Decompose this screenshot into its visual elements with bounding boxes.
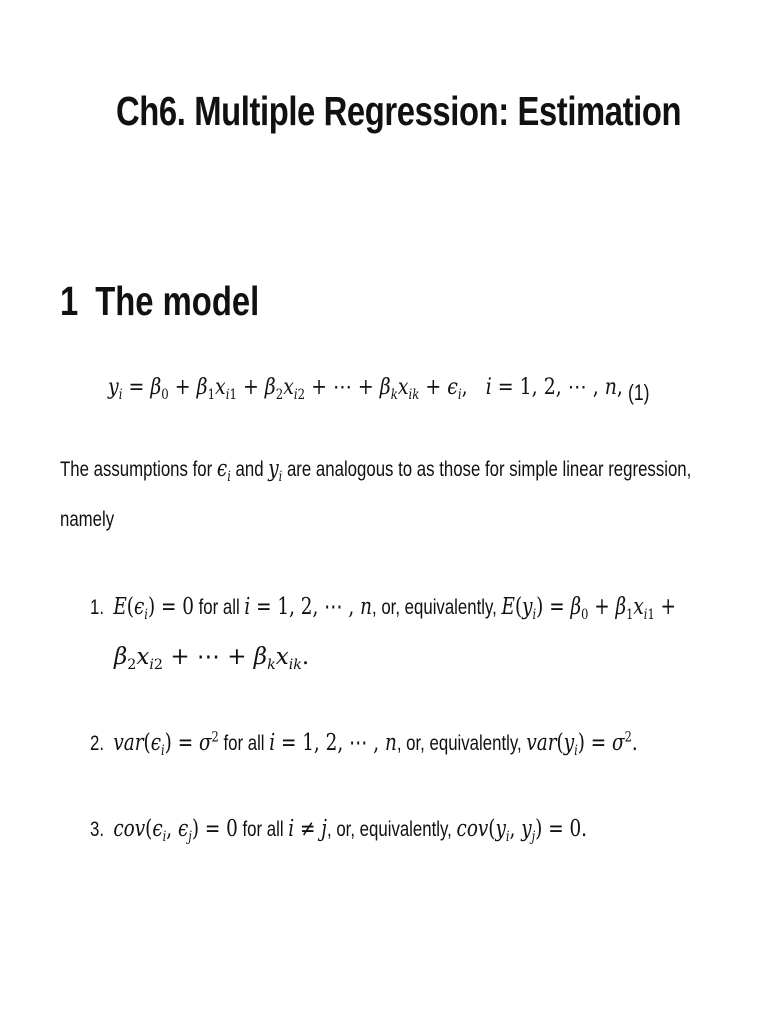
intro-paragraph-line2 bbox=[60, 508, 128, 532]
list-text: for all bbox=[223, 732, 265, 755]
intro-text-2: and bbox=[235, 458, 264, 481]
list-item: 2. $var(\epsilon_i) = \sigma^2$ for all i = 1, 2, ⋯ , n, or, equivalently, $var(y_i) = \sigma^2$. bbox=[90, 729, 638, 759]
list-text: , or, equivalently, bbox=[396, 732, 522, 755]
section-number: 1 bbox=[60, 278, 79, 324]
title-text: Ch6. Multiple Regression: Estimation bbox=[116, 88, 682, 134]
list-text: , or, equivalently, bbox=[327, 818, 452, 841]
page-title bbox=[116, 88, 768, 135]
equation-number: (1) bbox=[628, 380, 650, 405]
list-text: , or, equivalently, bbox=[371, 596, 497, 619]
epsilon-symbol: $\epsilon_i$ bbox=[216, 456, 231, 485]
list-text: for all bbox=[242, 818, 284, 841]
intro-text-3: are analogous to as those for simple linear regression, bbox=[286, 458, 692, 481]
list-marker: 3. bbox=[90, 818, 105, 841]
list-item-continuation: $\beta_2x_{i2}$ + ⋯ + $\beta_kx_{ik}$. bbox=[114, 644, 310, 673]
list-marker: 2. bbox=[90, 732, 105, 755]
intro-text-4: namely bbox=[60, 508, 115, 531]
list-marker: 1. bbox=[90, 596, 105, 619]
model-equation: $y_i = \beta_0 + \beta_1x_{i1} + \beta_2x_{i2}$ + ⋯ + $\beta_kx_{ik} + \epsilon_i$, i = 1, 2, ⋯ , n, bbox=[108, 375, 623, 403]
y-symbol: $y_i$ bbox=[268, 456, 283, 485]
intro-text-1: The assumptions for bbox=[60, 458, 213, 481]
list-item: 1. $E(\epsilon_i) = 0$ for all i = 1, 2, ⋯ , n, or, equivalently, $E(y_i) = \beta_0 + \beta_1x_{i1}$ + bbox=[90, 594, 676, 623]
intro-paragraph bbox=[60, 456, 768, 485]
list-text: for all bbox=[198, 596, 240, 619]
section-heading bbox=[60, 278, 309, 325]
list-item: 3. $cov(\epsilon_i$, $\epsilon_j) = 0$ for all i ≠ j, or, equivalently, $cov(y_i$, $y_j) = 0$. bbox=[90, 816, 588, 845]
section-title: The model bbox=[95, 278, 260, 324]
